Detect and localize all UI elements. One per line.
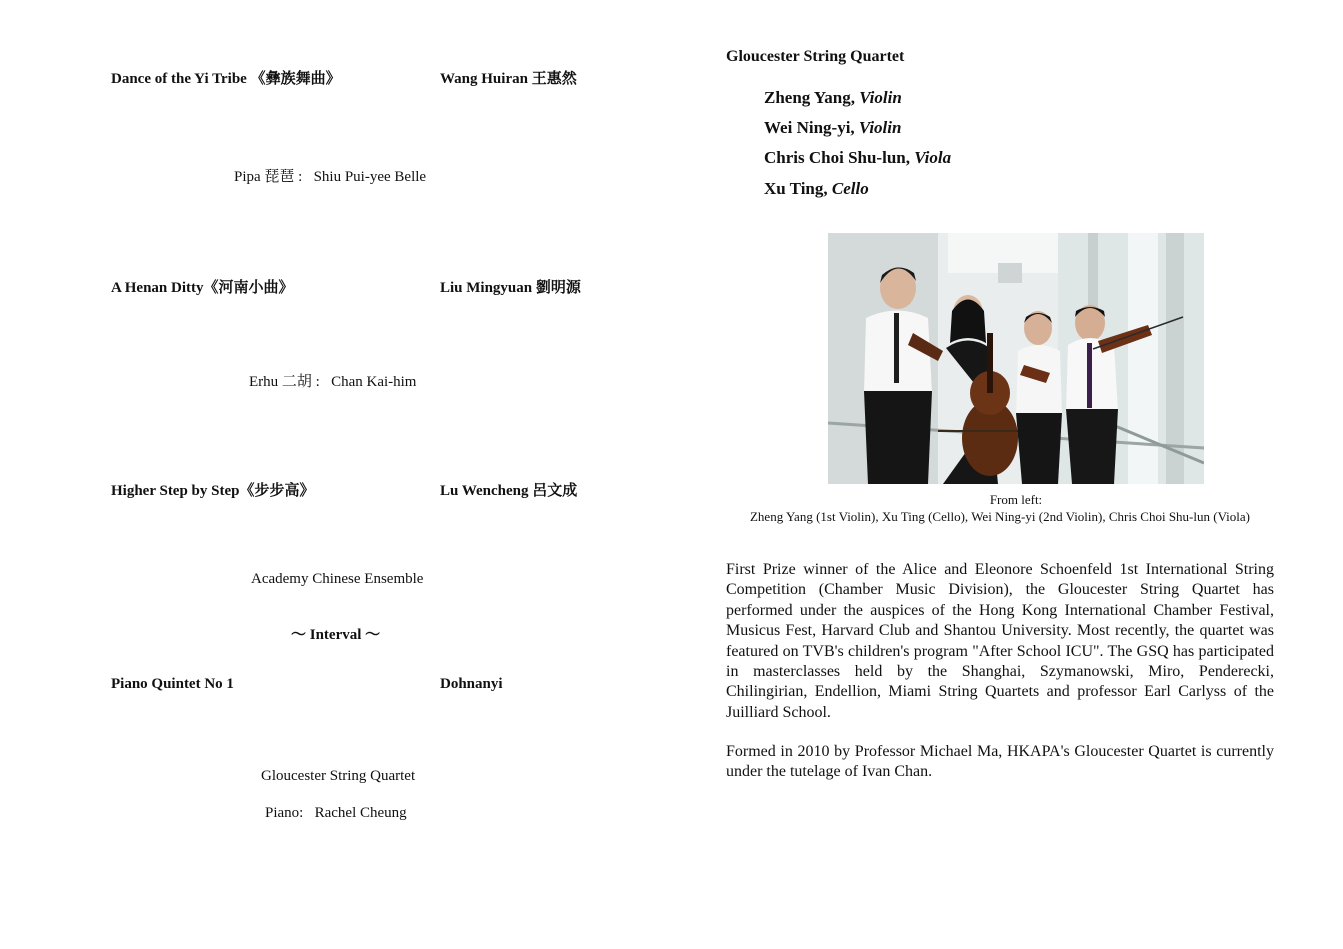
program-title-3: Higher Step by Step《步步高》 xyxy=(111,483,315,499)
second-half-composer: Dohnanyi xyxy=(440,676,503,692)
member-3: Chris Choi Shu-lun, Viola xyxy=(764,148,952,167)
program-composer-3: Lu Wencheng 呂文成 xyxy=(440,483,578,499)
program-composer-1: Wang Huiran 王惠然 xyxy=(440,71,577,87)
member-2: Wei Ning-yi, Violin xyxy=(764,118,902,137)
member-1: Zheng Yang, Violin xyxy=(764,88,902,107)
program-composer-2: Liu Mingyuan 劉明源 xyxy=(440,280,581,296)
member-4: Xu Ting, Cello xyxy=(764,179,869,198)
program-title-2: A Henan Ditty《河南小曲》 xyxy=(111,280,294,296)
photo-caption-line1: From left: xyxy=(989,492,1043,507)
second-half-title: Piano Quintet No 1 xyxy=(111,676,234,692)
program-performer-2: Erhu 二胡 : Chan Kai-him xyxy=(249,374,417,390)
program-performer-1: Pipa 琵琶 : Shiu Pui-yee Belle xyxy=(234,169,427,185)
ensemble-name: Academy Chinese Ensemble xyxy=(251,571,424,587)
piano-line xyxy=(265,805,407,822)
interval-label: ～ Interval ～ xyxy=(291,627,381,643)
quartet-photo xyxy=(828,233,1204,484)
quartet-heading: Gloucester String Quartet xyxy=(726,48,905,65)
piano-label: Piano: xyxy=(265,805,304,821)
second-half-performer: Gloucester String Quartet xyxy=(261,768,416,784)
quartet-bio-paragraph-1: First Prize winner of the Alice and Eleonore Schoenfeld 1st International String Competition (Chamber Music Division), the Gloucester String Quartet has performed under the auspices of the Hong Kong International Chamber Festival, Musicus Fest, Harvard Club and Shantou University. Most recently, the quartet was featured on TVB's children's program "After School ICU". The GSQ has participated in masterclasses held by the Shanghai, Szymanowski, Miro, Penderecki, Chilingirian, Endellion, Miami String Quartets and professor Earl Carlyss of the Juilliard School. xyxy=(726,561,1274,721)
program-title-1: Dance of the Yi Tribe 《彝族舞曲》 xyxy=(111,71,341,87)
photo-caption-line2: Zheng Yang (1st Violin), Xu Ting (Cello), Wei Ning-yi (2nd Violin), Chris Choi Shu-lun (Viola) xyxy=(749,509,1250,524)
piano-name: Rachel Cheung xyxy=(314,805,407,821)
quartet-bio-paragraph-2: Formed in 2010 by Professor Michael Ma, HKAPA's Gloucester Quartet is currently under the tutelage of Ivan Chan. xyxy=(726,743,1274,781)
